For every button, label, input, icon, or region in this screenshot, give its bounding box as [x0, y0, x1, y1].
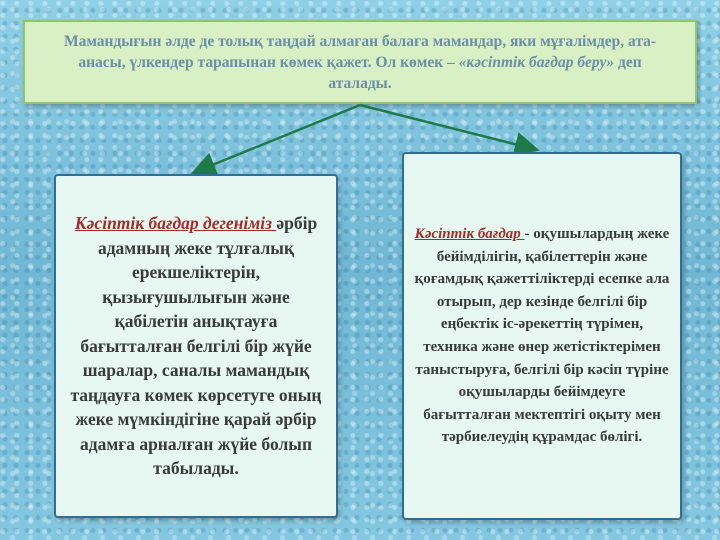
arrow-left — [200, 105, 360, 170]
arrow-right — [360, 105, 530, 148]
definition-right-text: оқушылардың жеке бейімділігін, қабілеттерін және қоғамдық қажеттіліктерді есепке ала отырып, дер кезінде белгілі бір еңбектік іс-әрекеттің түрімен, техника және өнер жетістіктерімен таныстыруға, белгілі бір кәсіп түріне оқушыларды бейімдеуге бағытталған мектептігі оқыту мен тәрбиелеудің құрамдас бөлігі. — [414, 226, 670, 446]
definition-right — [414, 223, 670, 449]
intro-suffix: деп аталады. — [328, 53, 642, 92]
definition-left-text: әрбір адамның жеке тұлғалық ерекшеліктерін, қызығушылығын және қабілетін анықтауға бағытталған белгілі бір жүйе шаралар, саналы мамандық таңдауға көмек көрсетуге оның жеке мүмкіндігіне қарай әрбір адамға арналған жүйе болып табылады. — [70, 213, 322, 479]
definition-left-term: Кәсіптік бағдар дегеніміз — [74, 213, 277, 234]
definition-right-dash: - — [524, 226, 530, 243]
definition-box-left — [54, 174, 338, 518]
intro-main-text: Мамандығын әлде де толық таңдай алмаған балаға мамандар, яки мұғалімдер, ата-анасы, үлкендер тарапынан көмек қажет. Ол көмек – — [63, 32, 657, 71]
definition-box-right — [402, 152, 682, 520]
intro-italic-term: «кәсіптік бағдар беру» — [458, 53, 615, 71]
definition-left — [68, 211, 324, 481]
definition-right-term: Кәсіптік бағдар — [414, 226, 525, 243]
